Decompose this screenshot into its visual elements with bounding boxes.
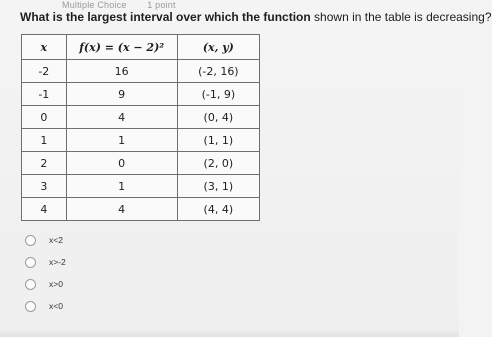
question-text-rest: shown in the table is decreasing? [310, 10, 492, 24]
table-cell-fx: 0 [66, 152, 177, 175]
question-type-label: Multiple Choice [62, 0, 127, 10]
table-cell-fx: 4 [66, 198, 177, 221]
answer-choice-label: x>-2 [49, 257, 66, 267]
column-header-xy: (x, y) [177, 35, 259, 60]
table-cell-xy: (-2, 16) [177, 60, 259, 83]
table-cell-x: -1 [22, 83, 67, 106]
table-row [22, 175, 260, 198]
answer-choice-x-less-than-2[interactable] [25, 230, 66, 250]
radio-button[interactable] [25, 235, 36, 246]
table-cell-xy: (3, 1) [177, 175, 259, 198]
radio-button[interactable] [25, 301, 36, 312]
answer-choice-label: x<2 [49, 235, 63, 245]
table-cell-x: 0 [22, 106, 67, 129]
table-cell-x: -2 [22, 60, 67, 83]
column-header-x: x [22, 35, 67, 60]
question-text [20, 10, 492, 24]
answer-choices [25, 230, 66, 318]
bottom-edge [0, 329, 459, 337]
function-table [21, 34, 260, 221]
table-cell-x: 4 [22, 198, 67, 221]
table-cell-x: 2 [22, 152, 67, 175]
answer-choice-x-greater-than-0[interactable] [25, 274, 66, 294]
question-text-bold: What is the largest interval over which the function [20, 10, 311, 24]
table-cell-xy: (2, 0) [177, 152, 259, 175]
column-header-fx: f(x) = (x − 2)² [66, 35, 177, 60]
table-row [22, 106, 260, 129]
table-row [22, 198, 260, 221]
answer-choice-x-greater-than-neg-2[interactable] [25, 252, 66, 272]
answer-choice-label: x<0 [49, 301, 63, 311]
table-row [22, 129, 260, 152]
question-meta [62, 0, 194, 10]
table-header-row [22, 35, 260, 60]
radio-button[interactable] [25, 257, 36, 268]
table-row [22, 60, 260, 83]
table-cell-fx: 9 [66, 83, 177, 106]
table-row [22, 83, 260, 106]
points-label: 1 point [147, 0, 176, 10]
table-cell-xy: (4, 4) [177, 198, 259, 221]
table-cell-x: 3 [22, 175, 67, 198]
radio-button[interactable] [25, 279, 36, 290]
answer-choice-x-less-than-0[interactable] [25, 296, 66, 316]
table-cell-xy: (-1, 9) [177, 83, 259, 106]
table-cell-xy: (0, 4) [177, 106, 259, 129]
table-cell-fx: 16 [66, 60, 177, 83]
table-cell-fx: 1 [66, 129, 177, 152]
table-cell-fx: 4 [66, 106, 177, 129]
answer-choice-label: x>0 [49, 279, 63, 289]
table-row [22, 152, 260, 175]
table-cell-x: 1 [22, 129, 67, 152]
table-cell-xy: (1, 1) [177, 129, 259, 152]
table-cell-fx: 1 [66, 175, 177, 198]
